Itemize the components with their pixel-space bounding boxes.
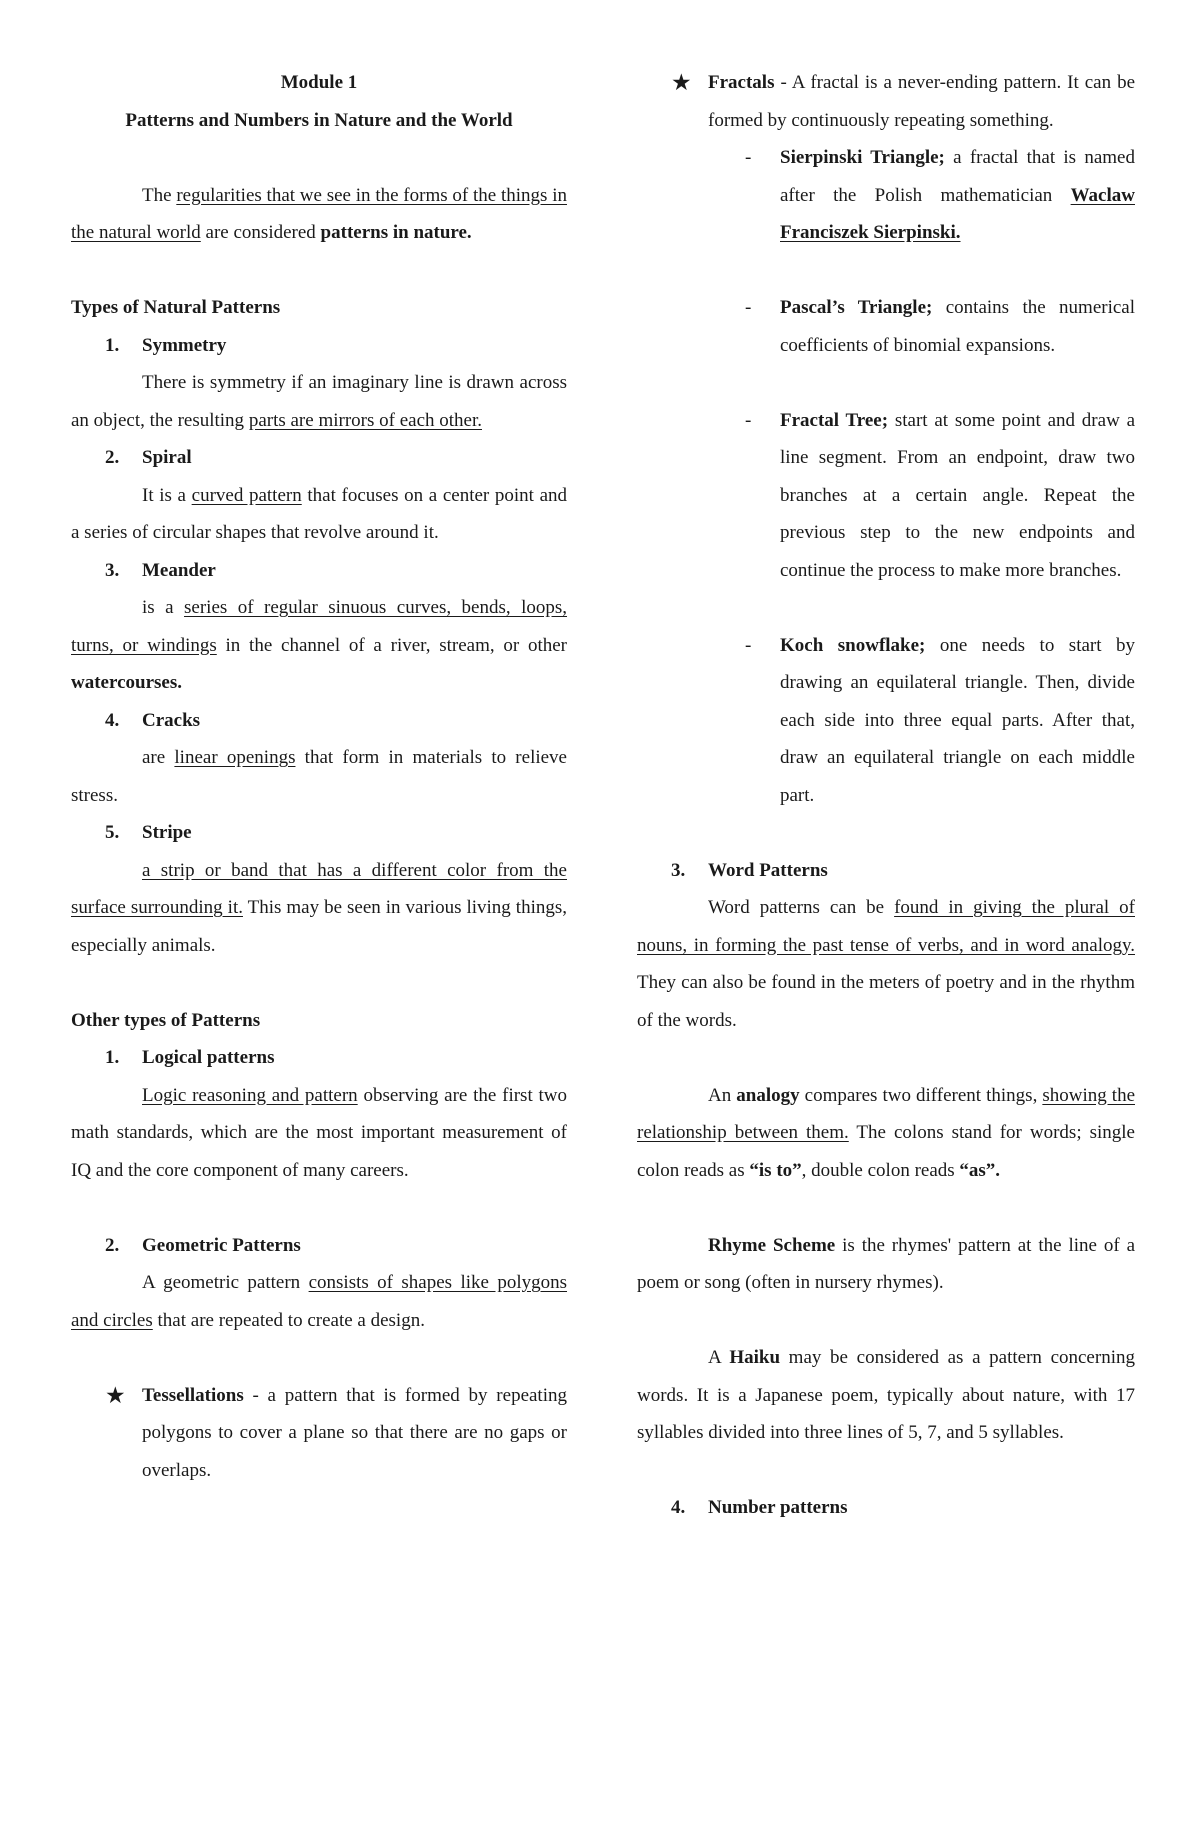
dash-bullet: -: [745, 409, 752, 431]
stripe-heading: 5. Stripe: [105, 822, 192, 843]
number-patterns-heading: 4. Number patterns: [671, 1497, 848, 1518]
word-patterns-text: Word patterns can be found in giving the plural of nouns, in forming the past tense of verbs, and in word analogy. They can also be found in the meters of poetry and in the rhythm of the words.: [637, 897, 1135, 1031]
meander-text: is a series of regular sinuous curves, bends, loops, turns, or windings in the channel of a river, stream, or other watercourses.: [71, 597, 568, 693]
star-bullet-icon: ★: [105, 1382, 126, 1408]
spacer: [71, 1339, 567, 1377]
spacer: [637, 252, 1135, 290]
stripe-text: a strip or band that has a different color from the surface surrounding it. This may be seen in various living things, especially animals.: [71, 859, 567, 956]
spacer: [637, 364, 1135, 402]
fractal-tree-item: - Fractal Tree; start at some point and draw a line segment. From an endpoint, draw two branches at a certain angle. Repeat the previous step to the new endpoints and continue the process to make more branches.: [637, 402, 1135, 590]
meander-heading: 3. Meander: [105, 559, 216, 581]
symmetry-text: There is symmetry if an imaginary line is drawn across an object, the resulting parts are mirrors of each other.: [71, 372, 567, 431]
sierpinski-item: - Sierpinski Triangle; a fractal that is named after the Polish mathematician Waclaw Franciszek Sierpinski.: [637, 139, 1135, 252]
spacer: [71, 1189, 567, 1227]
rhyme-scheme-paragraph: Rhyme Scheme is the rhymes' pattern at the line of a poem or song (often in nursery rhymes).: [637, 1234, 1135, 1293]
tessellations-item: ★ Tessellations - a pattern that is formed by repeating polygons to cover a plane so that there are no gaps or overlaps.: [71, 1377, 567, 1490]
cracks-text: are linear openings that form in materials to relieve stress.: [71, 747, 567, 806]
haiku-paragraph: A Haiku may be considered as a pattern concerning words. It is a Japanese poem, typically about nature, with 17 syllables divided into three lines of 5, 7, and 5 syllables.: [637, 1347, 1135, 1443]
geometric-text: A geometric pattern consists of shapes like polygons and circles that are repeated to create a design.: [71, 1272, 568, 1331]
intro-paragraph: The regularities that we see in the forms of the things in the natural world are considered patterns in nature.: [71, 184, 567, 243]
spacer: [637, 1189, 1135, 1227]
spacer: [71, 139, 567, 177]
analogy-paragraph: An analogy compares two different things, showing the relationship between them. The colons stand for words; single colon reads as “is to”, double colon reads “as”.: [637, 1084, 1135, 1181]
other-types-heading: Other types of Patterns: [71, 1009, 261, 1031]
left-column: [71, 64, 567, 1489]
right-column: [637, 64, 1135, 1527]
spacer: [637, 1452, 1135, 1490]
logical-heading: 1. Logical patterns: [105, 1047, 275, 1068]
word-patterns-heading: 3. Word Patterns: [671, 859, 828, 881]
module-subtitle: Patterns and Numbers in Nature and the World: [125, 109, 513, 131]
koch-snowflake-item: - Koch snowflake; one needs to start by drawing an equilateral triangle. Then, divide each side into three equal parts. After that, draw an equilateral triangle on each middle part.: [637, 627, 1135, 815]
dash-bullet: -: [745, 634, 752, 656]
symmetry-heading: 1. Symmetry: [105, 334, 227, 356]
cracks-heading: 4. Cracks: [105, 709, 201, 731]
spiral-text: It is a curved pattern that focuses on a center point and a series of circular shapes that revolve around it.: [71, 484, 568, 543]
dash-bullet: -: [745, 147, 752, 168]
spacer: [637, 814, 1135, 852]
types-heading: Types of Natural Patterns: [71, 297, 281, 318]
module-title: Module 1: [280, 72, 358, 93]
fractals-item: ★ Fractals - A fractal is a never-ending pattern. It can be formed by continuously repeating something.: [637, 64, 1135, 139]
spiral-heading: 2. Spiral: [105, 447, 192, 468]
spacer: [637, 589, 1135, 627]
spacer: [637, 1302, 1135, 1340]
spacer: [637, 1039, 1135, 1077]
pascal-item: - Pascal’s Triangle; contains the numerical coefficients of binomial expansions.: [637, 289, 1135, 364]
logical-text: Logic reasoning and pattern observing are the first two math standards, which are the most important measurement of IQ and the core component of many careers.: [71, 1084, 567, 1181]
dash-bullet: -: [745, 297, 752, 318]
spacer: [71, 964, 567, 1002]
star-bullet-icon: ★: [671, 70, 692, 95]
geometric-heading: 2. Geometric Patterns: [105, 1234, 301, 1256]
spacer: [71, 252, 567, 290]
